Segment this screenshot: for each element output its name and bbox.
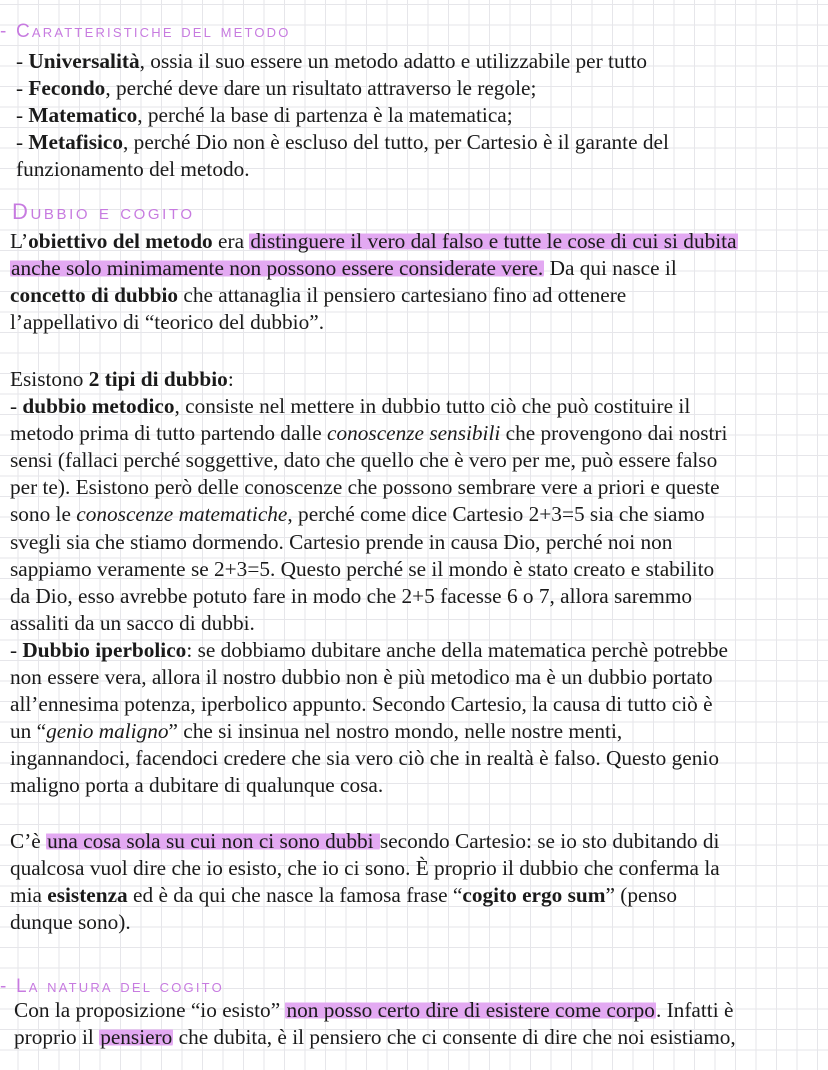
list-item: - Dubbio iperbolico: se dobbiamo dubitare anche della matematica perchè potrebbe [10, 637, 728, 662]
paragraph-tipi-di-dubbio: Esistono 2 tipi di dubbio: - dubbio metodico, consiste nel mettere in dubbio tutto ciò che può costituire il metodo prima di tutto partendo dalle conoscenze sensibili che provengono dai nostri sensi (fallaci perché soggettive, dato che quello che è vero per me, può essere falso per te). Esistono però delle conoscenze che possono sembrare vere a priori e queste sono le conoscenze matematiche, perché come dice Cartesio 2+3=5 sia che siamo svegli sia che stiamo dormendo. Cartesio prende in causa Dio, perché noi non sappiamo veramente se 2+3=5. Questo perché se il mondo è stato creato e stabilito da Dio, esso avrebbe potuto fare in modo che 2+5 facesse 6 o 7, allora saremmo assaliti da un sacco di dubbi. - Dubbio iperbolico: se dobbiamo dubitare anche della matematica perchè potrebbe non essere vera, allora il nostro dubbio non è più metodico ma è un dubbio portato all’ennesima potenza, iperbolico appunto. Secondo Cartesio, la causa di tutto ciò è un “genio maligno” che si insinua nel nostro mondo, nelle nostre menti, ingannandoci, facendoci credere che sia vero ciò che in realtà è falso. Questo genio maligno porta a dubitare di qualunque cosa. [10, 367, 728, 798]
paragraph-obiettivo: L’obiettivo del metodo era distinguere il vero dal falso e tutte le cose di cui si dubita anche solo minimamente non possono essere considerate vere. Da qui nasce il concetto di dubbio che attanaglia il pensiero cartesiano fino ad ottenere l’appellativo di “teorico del dubbio”. [10, 229, 737, 335]
list-item: - Fecondo, perché deve dare un risultato attraverso le regole; [16, 76, 537, 101]
section-heading-natura-cogito: - La natura del cogito [0, 976, 224, 997]
highlight: distinguere il vero dal falso e tutte le cose di cui si dubita [250, 229, 737, 253]
section-heading-dubbio: Dubbio e cogito [12, 199, 195, 224]
list-item: - dubbio metodico, consiste nel mettere in dubbio tutto ciò che può costituire il [10, 394, 691, 419]
highlight: pensiero [100, 1025, 173, 1050]
list-item: - Universalità, ossia il suo essere un metodo adatto e utilizzabile per tutto [16, 49, 648, 73]
highlight: anche solo minimamente non possono essere considerate vere. [11, 256, 544, 281]
paragraph-natura-cogito: Con la proposizione “io esisto” non posso certo dire di esistere come corpo. Infatti è proprio il pensiero che dubita, è il pensiero che ci consente di dire che noi esistiamo, [14, 998, 736, 1050]
highlight: una cosa sola su cui non ci sono dubbi [47, 829, 379, 853]
list-item: - Matematico, perché la base di partenza è la matematica; [16, 103, 513, 128]
section-heading-caratteristiche: - Caratteristiche del metodo [0, 21, 291, 42]
highlight: non posso certo dire di esistere come corpo [286, 998, 655, 1022]
paragraph-cogito: C’è una cosa sola su cui non ci sono dubbi secondo Cartesio: se io sto dubitando di qualcosa vuol dire che io esisto, che io ci sono. È proprio il dubbio che conferma la mia esistenza ed è da qui che nasce la famosa frase “cogito ergo sum” (penso dunque sono). [10, 829, 720, 935]
list-item-continuation: funzionamento del metodo. [16, 157, 250, 182]
list-item: - Metafisico, perché Dio non è escluso del tutto, per Cartesio è il garante del [16, 130, 669, 155]
characteristics-list [16, 48, 669, 183]
